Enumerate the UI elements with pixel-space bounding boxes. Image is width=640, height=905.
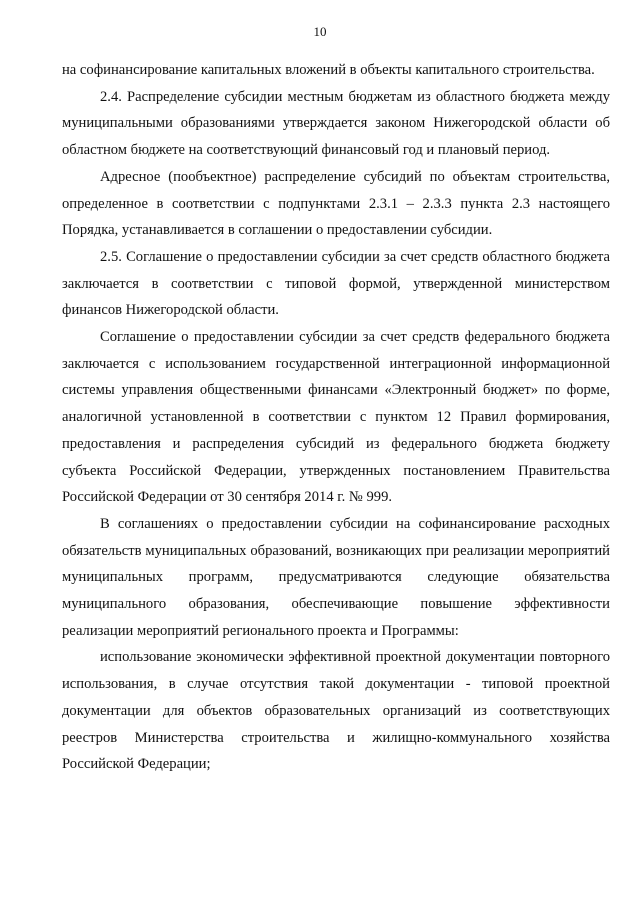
paragraph-design-documentation: использование экономически эффективной проектной документации повторного использования, в случае отсутствия такой документации - типовой проектной документации для объектов образовательных организаций из соответствующих реестров Министерства строительства и жилищно-коммунального хозяйства Российской Федерации; [62,649,610,773]
paragraph-2-4: 2.4. Распределение субсидии местным бюджетам из областного бюджета между муниципальными образованиями утверждается законом Нижегородской области об областном бюджете на соответствующий финансовый год и плановый период. [62,88,610,159]
paragraph-federal-agreement: Соглашение о предоставлении субсидии за счет средств федерального бюджета заключается с использованием государственной интеграционной информационной системы управления общественными финансами «Электронный бюджет» по форме, аналогичной установленной в соответствии с пунктом 12 Правил формирования, предоставления и распределения субсидий из федерального бюджета бюджету субъекта Российской Федерации, утвержденных постановлением Правительства Российской Федерации от 30 сентября 2014 г. № 999. [62,329,610,506]
paragraph-targeted-distribution: Адресное (пообъектное) распределение субсидий по объектам строительства, определенное в соответствии с подпунктами 2.3.1 – 2.3.3 пункта 2.3 настоящего Порядка, устанавливается в соглашении о предоставлении субсидии. [62,168,610,239]
paragraph-2-5: 2.5. Соглашение о предоставлении субсидии за счет средств областного бюджета заключается в соответствии с типовой формой, утвержденной министерством финансов Нижегородской области. [62,248,610,319]
page-number: 10 [313,24,327,39]
paragraph-continuation: на софинансирование капитальных вложений в объекты капитального строительства. [62,62,595,78]
document-body [62,57,610,778]
paragraph-obligations: В соглашениях о предоставлении субсидии на софинансирование расходных обязательств муниципальных образований, возникающих при реализации мероприятий муниципальных программ, предусматриваются следующие обязательства муниципального образования, обеспечивающие повышение эффективности реализации мероприятий регионального проекта и Программы: [62,515,610,639]
